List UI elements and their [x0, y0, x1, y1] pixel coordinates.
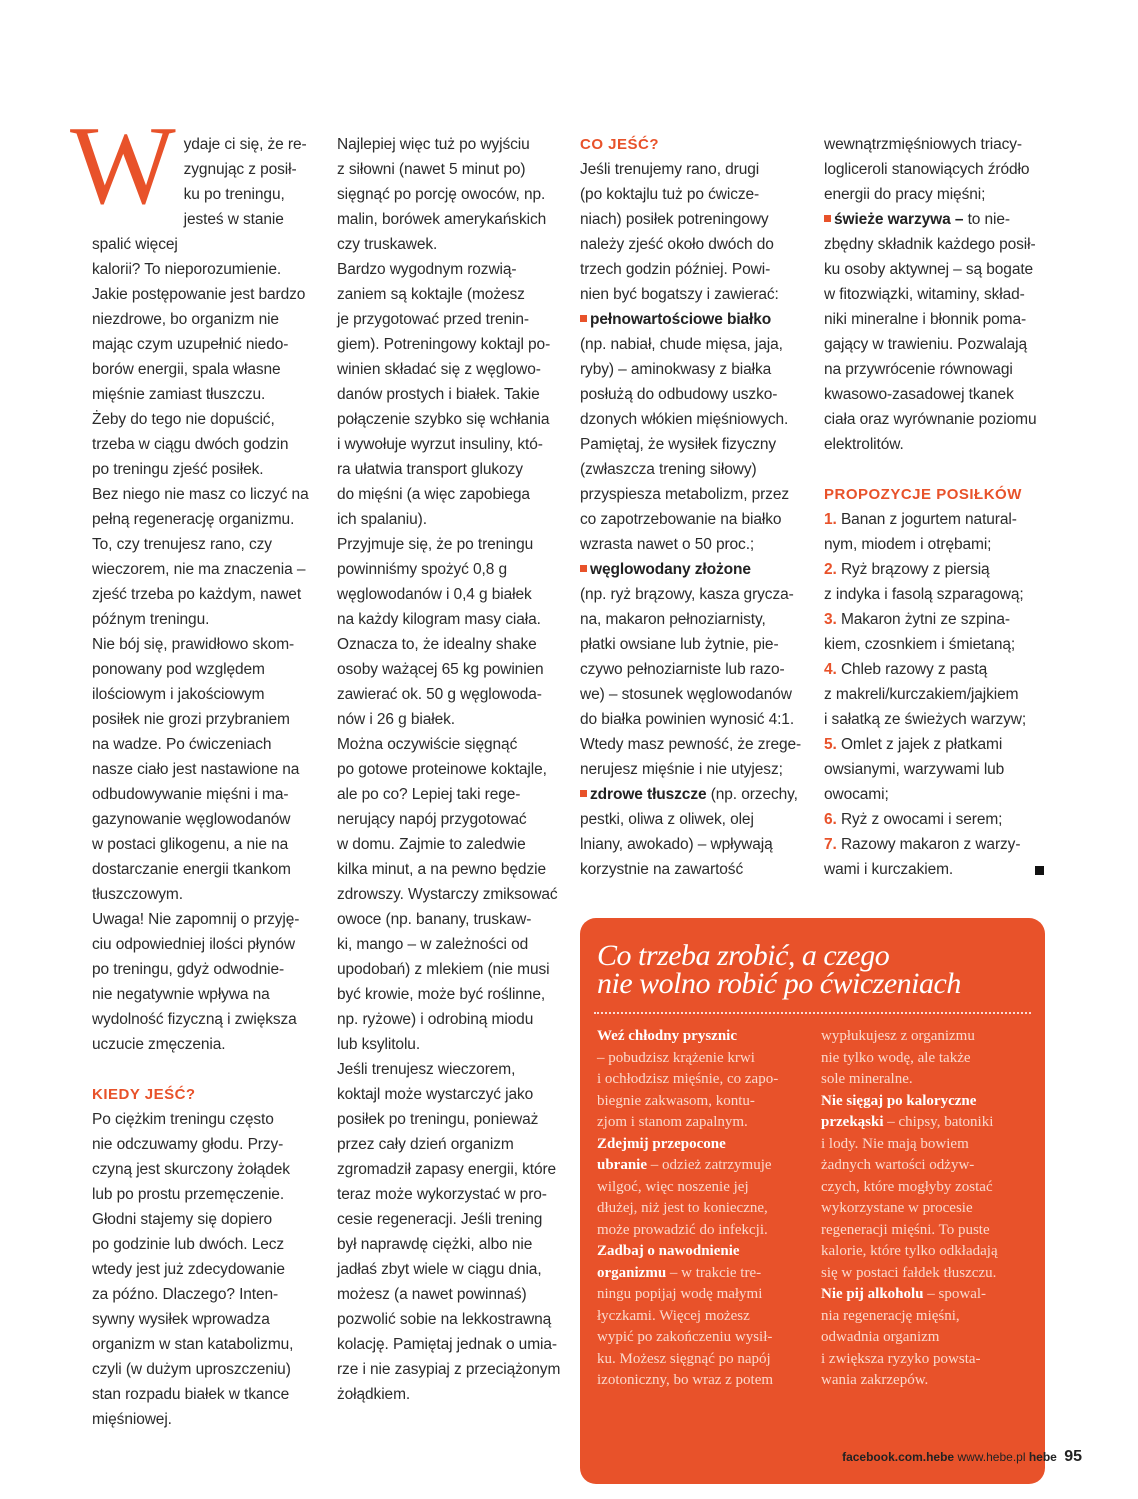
list-item-text: (np. ryż brązowy, kasza gryczа- na, makaron pełnoziarnisty, płatki owsiane lub żytnie, pie- czywo pełnoziarniste lub razo- we) – stosunek węglowodanów do białka powinien wynosić 4:1. Wtedy masz pewność, że zrege- nerujesz mięśnie i nie utyjesz; — [580, 586, 802, 778]
tips-column-1 — [597, 1026, 807, 1392]
meal-item: 6. Ryż z owocami i serem; — [824, 811, 1003, 828]
paragraph: jesteś w stanie spalić więcej kalorii? To nieporozumienie. Jakie postępowanie jest bardzo niezdrowe, bo organizm nie mając czym uzupełnić niedo- borów energii, spala własne mięśnie zamiast tłuszczu. Żeby do tego nie dopuścić, trzeba w ciągu dwóch godzin po treningu zjeść posiłek. Bez niego nie masz co liczyć na pełną regenerację organizmu. To, czy trenujesz rano, czy wieczorem, nie ma znaczenia – zjeść trzeba po każdym, nawet późnym treningu. Nie bój się, prawidłowo skom- ponowany pod względem ilościowym i jakościowym posiłek nie grozi przybraniem na wadze. Po ćwiczeniach nasze ciało jest nastawione na odbudowywanie mięśni i ma- gazynowanie węglowodanów w postaci glikogenu, a nie na dostarczanie energii tkankom tłuszczowym. Uwaga! Nie zapomnij o przyję- ciu odpowiedniej ilości płynów po treningu, gdyż odwodnie- nie negatywnie wpływa na wydolność fizyczną i zwiększa uczucie zmęczenia. — [92, 211, 309, 1053]
list-item: zdrowe tłuszcze (np. orzechy, pestki, oliwa z oliwek, olej lniany, awokado) – wpływają korzystnie na zawartość — [580, 786, 798, 878]
drop-cap: W — [70, 104, 176, 228]
tips-box — [580, 918, 1045, 1484]
bullet-square-icon — [580, 790, 587, 797]
section-heading-kiedy: KIEDY JEŚĆ? — [92, 1086, 196, 1103]
article-column-4 — [824, 132, 1054, 882]
meal-item: 3. Makaron żytni ze szpina- kiem, czosnkiem i śmietaną; — [824, 611, 1016, 653]
article-column-3 — [580, 132, 812, 882]
section-heading-propozycje: PROPOZYCJE POSIŁKÓW — [824, 486, 1022, 503]
tip-continued: wypłukujesz z organizmu nie tylko wodę, ale także sole mineralne. — [821, 1028, 975, 1087]
list-item-text: (np. nabiał, chude mięsa, jaja, ryby) – aminokwasy z białka posłużą do odbudowy uszko- dzonych włókien mięśniowych. Pamiętaj, że wysiłek fizyczny (zwłaszcza trening siłowy) przyspiesza metabolizm, przez co zapotrzebowanie na białko wzrasta nawet o 50 proc.; — [580, 336, 790, 553]
article-column-1 — [70, 104, 322, 1432]
tip: Nie sięgaj po kaloryczne przekąski – chipsy, batoniki i lody. Nie mają bowiem żadnych wartości odżyw- czych, które mogłyby zostać wykorzystane w procesie regeneracji mięśni. To puste kalorie, które tylko odkładają się w postaci fałdek tłuszczu. — [821, 1092, 998, 1281]
page-footer — [842, 1448, 1082, 1466]
meal-item: 2. Ryż brązowy z piersią z indyka i fasolą szparagową; — [824, 561, 1024, 603]
section-heading-co: CO JEŚĆ? — [580, 136, 660, 153]
brand-name: hebe — [1028, 1450, 1057, 1464]
website-link[interactable]: www.hebe.pl — [957, 1450, 1026, 1464]
meal-item: 1. Banan z jogurtem natural- nym, miodem i otrębami; — [824, 511, 1017, 553]
paragraph: Jeśli trenujemy rano, drugi (po koktajlu tuż po ćwicze- niach) posiłek potreningowy należy zjeść około dwóch do trzech godzin później. Powi- nien być bogatszy i zawierać: — [580, 161, 779, 303]
page-number: 95 — [1064, 1448, 1082, 1465]
tips-box-title: Co trzeba zrobić, a czego nie wolno robić po ćwiczeniach — [597, 939, 961, 1000]
paragraph: Najlepiej więc tuż po wyjściu z siłowni (nawet 5 minut po) sięgnąć po porcję owoców, np. malin, borówek amerykańskich czy truskawek. Bardzo wygodnym rozwią- zaniem są koktajle (możesz je przygotować przed trenin- giem). Potreningowy koktajl po- winien składać się z węglowo- danów prostych i białek. Takie połączenie szybko się wchłania i wywołuje wyrzut insuliny, któ- ra ułatwia transport glukozy do mięśni (a więc zapobiega ich spalaniu). Przyjmuje się, że po treningu powinniśmy spożyć 0,8 g węglowodanów i 0,4 g białek na każdy kilogram masy ciała. Oznacza to, że idealny shake osoby ważącej 65 kg powinien zawierać ok. 50 g węglowoda- nów i 26 g białek. Można oczywiście sięgnąć po gotowe proteinowe koktajle, ale po co? Lepiej taki rege- nerujący napój przygotować w domu. Zajmie to zaledwie kilka minut, a na pewno będzie zdrowszy. Wystarczy zmiksować owoce (np. banany, truskaw- ki, mango – w zależności od upodobań) z mlekiem (nie musi być krowie, może być roślinne, np. ryżowe) i odrobiną miodu lub ksylitolu. Jeśli trenujesz wieczorem, koktajl może wystarczyć jako posiłek po treningu, ponieważ przez cały dzień organizm zgromadził zapasy energii, które teraz może wykorzystać w pro- cesie regeneracji. Jeśli trening był naprawdę ciężki, albo nie jadłaś zbyt wiele w ciągu dnia, możesz (a nawet powinnaś) pozwolić sobie na lekkostrawną kolację. Pamiętaj jednak o umia- rze i nie zasypiaj z przeciążonym żołądkiem. — [337, 136, 561, 1403]
bullet-square-icon — [824, 215, 831, 222]
tip: Weź chłodny prysznic – pobudzisz krążenie krwi i ochłodzisz mięśnie, co zapo- biegnie zakwasom, kontu- zjom i stanom zapalnym. — [597, 1028, 779, 1130]
tip: Nie pij alkoholu – spowal- nia regenerację mięśni, odwadnia organizm i zwiększa ryzyko powsta- wania zakrzepów. — [821, 1286, 987, 1388]
article-column-2 — [337, 132, 567, 1407]
tip: Zdejmij przepocone ubranie – odzież zatrzymuje wilgoć, więc noszenie jej dłużej, niż jest to konieczne, może prowadzić do infekcji. — [597, 1135, 772, 1238]
bullet-square-icon — [580, 315, 587, 322]
tip: Zadbaj o nawodnienie organizmu – w trakcie tre- ningu popijaj wodę małymi łyczkami. Więcej możesz wypić po zakończeniu wysił- ku. Możesz sięgnąć po napój izotoniczny, bo wraz z potem — [597, 1243, 774, 1388]
intro-text: ydaje ci się, że re- zygnując z posił- ku po treningu, — [183, 136, 307, 203]
dotted-divider — [594, 1012, 1031, 1014]
meal-list — [824, 507, 1054, 882]
meal-item: 5. Omlet z jajek z płatkami owsianymi, warzywami lub owocami; — [824, 736, 1005, 803]
tips-column-2 — [821, 1026, 1036, 1392]
list-item: świeże warzywa – to nie- zbędny składnik każdego posił- ku osoby aktywnej – są bogate w fitozwiązki, witaminy, skład- niki mineralne i błonnik poma- gający w trawieniu. Pozwalają na przywrócenie równowagi kwasowo-zasadowej tkanek ciała oraz wyrównanie poziomu elektrolitów. — [824, 211, 1037, 453]
list-item: węglowodany złożone — [580, 557, 812, 582]
end-of-article-square-icon — [1035, 866, 1044, 875]
facebook-link[interactable]: facebook.com.hebe — [842, 1450, 955, 1464]
paragraph: wewnątrzmięśniowych triacy- logliceroli stanowiących źródło energii do pracy mięśni; — [824, 136, 1030, 203]
bullet-square-icon — [580, 565, 587, 572]
meal-item: 7. Razowy makaron z warzy- wami i kurczakiem. — [824, 836, 1021, 878]
paragraph: Po ciężkim treningu często nie odczuwamy głodu. Przy- czyną jest skurczony żołądek lub po prostu przemęczenie. Głodni stajemy się dopiero po godzinie lub dwóch. Lecz wtedy jest już zdecydowanie za późno. Dlaczego? Inten- sywny wysiłek wprowadza organizm w stan katabolizmu, czyli (w dużym uproszczeniu) stan rozpadu białek w tkance mięśniowej. — [92, 1111, 294, 1428]
meal-item: 4. Chleb razowy z pastą z makreli/kurczakiem/jajkiem i sałatką ze świeżych warzyw; — [824, 661, 1027, 728]
list-item: pełnowartościowe białko — [580, 307, 812, 332]
